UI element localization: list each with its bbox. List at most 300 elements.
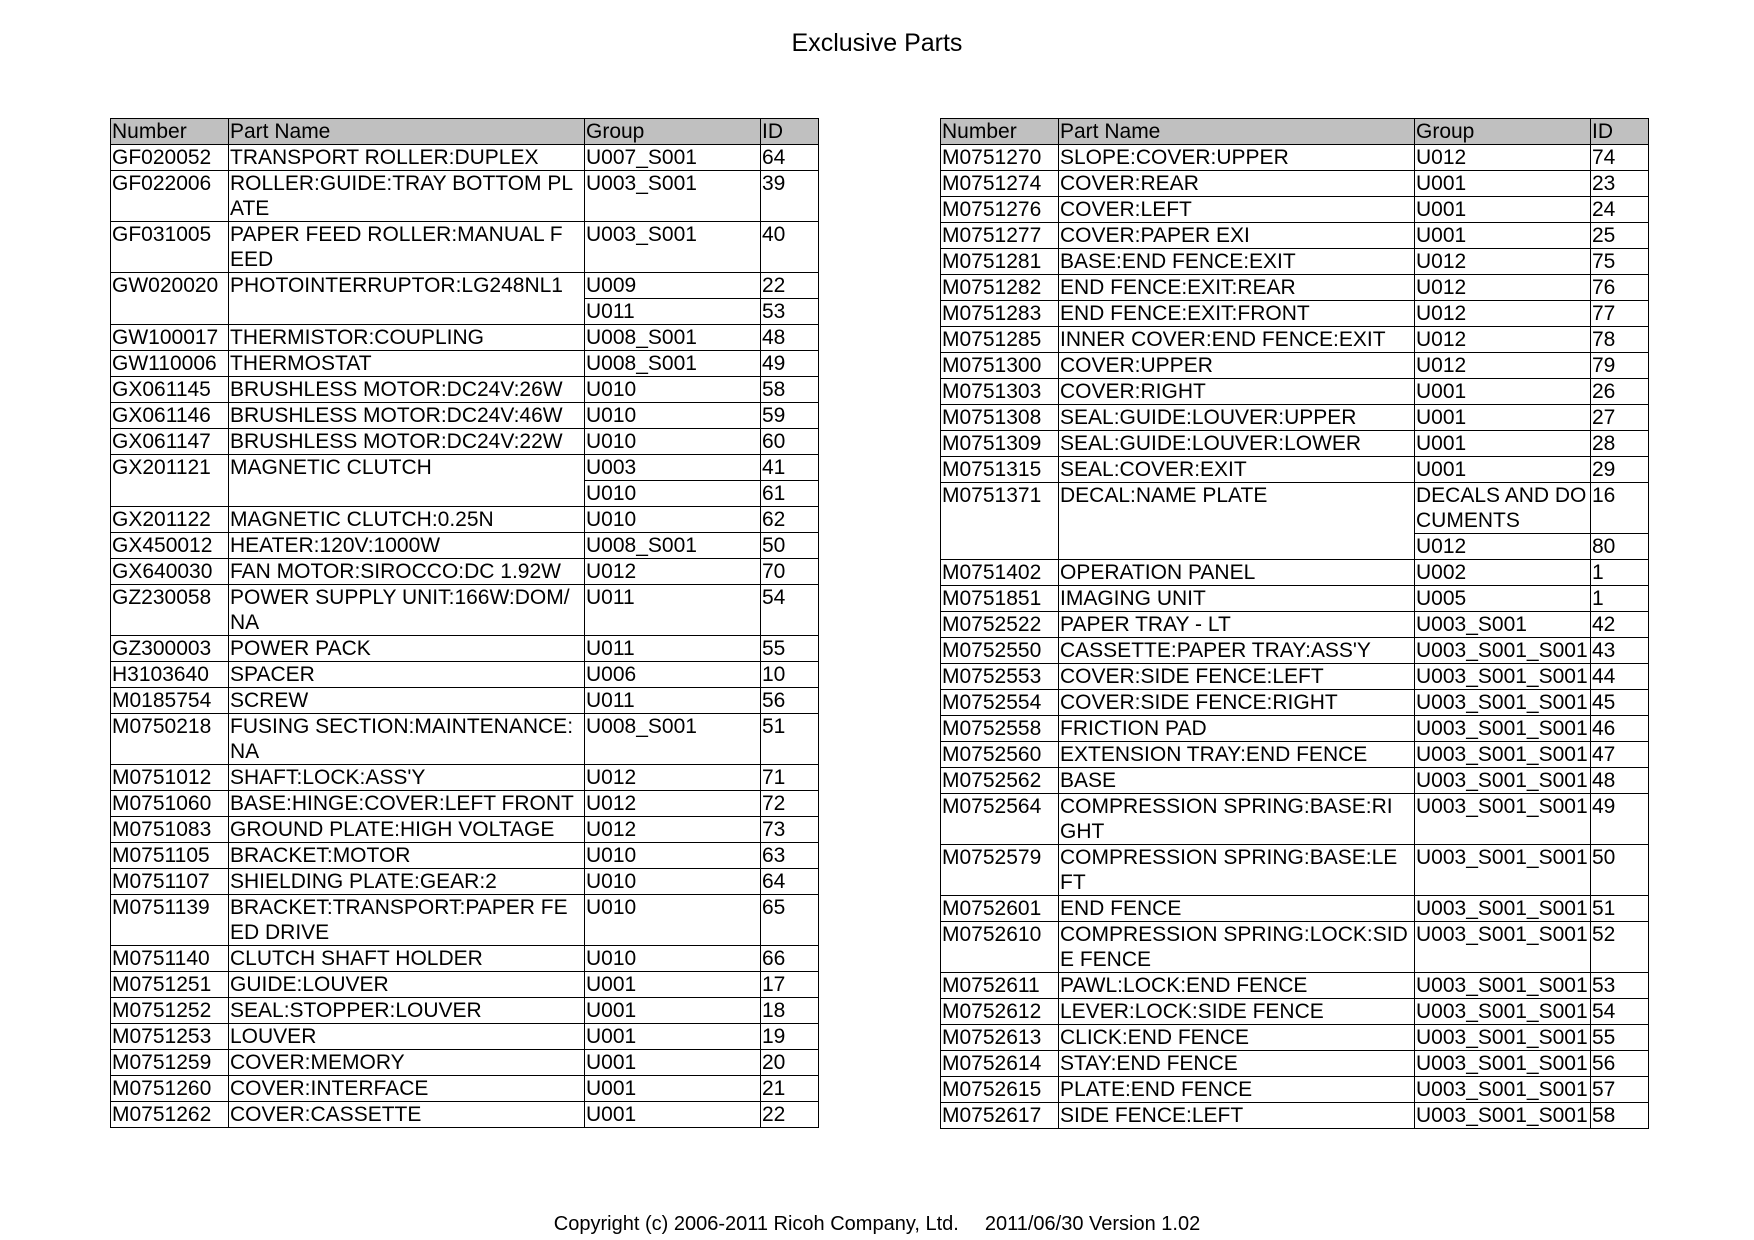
table-row bbox=[111, 1050, 819, 1076]
cell-id: 25 bbox=[1591, 223, 1649, 249]
cell-group: U010 bbox=[585, 507, 761, 533]
header-group: Group bbox=[1415, 119, 1591, 145]
header-group: Group bbox=[585, 119, 761, 145]
table-row bbox=[111, 585, 819, 636]
cell-part-name: TRANSPORT ROLLER:DUPLEX bbox=[229, 145, 585, 171]
cell-group: U003_S001 bbox=[1415, 612, 1591, 638]
cell-group: U003_S001_S001 bbox=[1415, 1025, 1591, 1051]
header-id: ID bbox=[761, 119, 819, 145]
cell-group: U011 bbox=[585, 636, 761, 662]
cell-group: U012 bbox=[1415, 327, 1591, 353]
cell-number: M0751283 bbox=[941, 301, 1059, 327]
cell-group: U008_S001 bbox=[585, 533, 761, 559]
cell-part-name: COVER:REAR bbox=[1059, 171, 1415, 197]
cell-id: 1 bbox=[1591, 586, 1649, 612]
cell-part-name: BASE:HINGE:COVER:LEFT FRONT bbox=[229, 791, 585, 817]
table-row bbox=[941, 560, 1649, 586]
cell-group: U010 bbox=[585, 481, 761, 507]
cell-part-name: INNER COVER:END FENCE:EXIT bbox=[1059, 327, 1415, 353]
cell-part-name: SEAL:GUIDE:LOUVER:UPPER bbox=[1059, 405, 1415, 431]
cell-number: M0751060 bbox=[111, 791, 229, 817]
cell-id: 26 bbox=[1591, 379, 1649, 405]
cell-group: U010 bbox=[585, 429, 761, 455]
cell-group: U001 bbox=[1415, 171, 1591, 197]
cell-part-name: THERMISTOR:COUPLING bbox=[229, 325, 585, 351]
table-row bbox=[941, 612, 1649, 638]
cell-id: 80 bbox=[1591, 534, 1649, 560]
cell-number: M0751371 bbox=[941, 483, 1059, 560]
cell-id: 79 bbox=[1591, 353, 1649, 379]
cell-group: U009 bbox=[585, 273, 761, 299]
table-row bbox=[111, 1102, 819, 1128]
table-row bbox=[111, 817, 819, 843]
cell-group: U006 bbox=[585, 662, 761, 688]
table-row bbox=[941, 1077, 1649, 1103]
cell-id: 55 bbox=[1591, 1025, 1649, 1051]
cell-group: U010 bbox=[585, 946, 761, 972]
cell-group: U011 bbox=[585, 299, 761, 325]
cell-group: U010 bbox=[585, 377, 761, 403]
cell-part-name: BASE:END FENCE:EXIT bbox=[1059, 249, 1415, 275]
cell-id: 57 bbox=[1591, 1077, 1649, 1103]
table-row bbox=[111, 273, 819, 299]
table-row bbox=[941, 638, 1649, 664]
cell-part-name: SEAL:GUIDE:LOUVER:LOWER bbox=[1059, 431, 1415, 457]
page-title: Exclusive Parts bbox=[791, 29, 963, 57]
table-row bbox=[941, 664, 1649, 690]
table-row bbox=[111, 145, 819, 171]
cell-group: U011 bbox=[585, 585, 761, 636]
cell-group: U012 bbox=[1415, 534, 1591, 560]
table-header-row bbox=[111, 119, 819, 145]
cell-id: 70 bbox=[761, 559, 819, 585]
cell-part-name: COVER:MEMORY bbox=[229, 1050, 585, 1076]
table-row bbox=[941, 223, 1649, 249]
cell-id: 56 bbox=[761, 688, 819, 714]
cell-id: 17 bbox=[761, 972, 819, 998]
cell-number: M0751281 bbox=[941, 249, 1059, 275]
cell-group: U003_S001_S001 bbox=[1415, 716, 1591, 742]
cell-id: 16 bbox=[1591, 483, 1649, 534]
cell-number: GF022006 bbox=[111, 171, 229, 222]
table-row bbox=[941, 301, 1649, 327]
cell-id: 50 bbox=[761, 533, 819, 559]
cell-id: 54 bbox=[1591, 999, 1649, 1025]
cell-part-name: DECAL:NAME PLATE bbox=[1059, 483, 1415, 560]
cell-id: 10 bbox=[761, 662, 819, 688]
table-row bbox=[111, 688, 819, 714]
cell-group: U010 bbox=[585, 895, 761, 946]
cell-number: M0751140 bbox=[111, 946, 229, 972]
cell-number: M0751303 bbox=[941, 379, 1059, 405]
cell-group: U001 bbox=[585, 998, 761, 1024]
cell-number: GW110006 bbox=[111, 351, 229, 377]
table-row bbox=[111, 1076, 819, 1102]
cell-group: U012 bbox=[1415, 275, 1591, 301]
cell-number: M0752522 bbox=[941, 612, 1059, 638]
table-header-row bbox=[941, 119, 1649, 145]
cell-number: M0751277 bbox=[941, 223, 1059, 249]
cell-group: U012 bbox=[585, 791, 761, 817]
cell-part-name: FUSING SECTION:MAINTENANCE: NA bbox=[229, 714, 585, 765]
table-row bbox=[941, 690, 1649, 716]
cell-number: M0752601 bbox=[941, 896, 1059, 922]
cell-part-name: PHOTOINTERRUPTOR:LG248NL1 bbox=[229, 273, 585, 325]
cell-number: M0751282 bbox=[941, 275, 1059, 301]
cell-id: 73 bbox=[761, 817, 819, 843]
cell-group: U002 bbox=[1415, 560, 1591, 586]
cell-id: 47 bbox=[1591, 742, 1649, 768]
parts-table-left bbox=[110, 118, 819, 1128]
cell-number: GX061146 bbox=[111, 403, 229, 429]
cell-part-name: POWER PACK bbox=[229, 636, 585, 662]
cell-id: 24 bbox=[1591, 197, 1649, 223]
cell-group: U003_S001_S001 bbox=[1415, 1051, 1591, 1077]
cell-part-name: LEVER:LOCK:SIDE FENCE bbox=[1059, 999, 1415, 1025]
cell-id: 46 bbox=[1591, 716, 1649, 742]
cell-number: GX450012 bbox=[111, 533, 229, 559]
cell-part-name: ROLLER:GUIDE:TRAY BOTTOM PL ATE bbox=[229, 171, 585, 222]
cell-number: M0751259 bbox=[111, 1050, 229, 1076]
cell-id: 29 bbox=[1591, 457, 1649, 483]
cell-group: U001 bbox=[1415, 197, 1591, 223]
cell-id: 64 bbox=[761, 145, 819, 171]
cell-number: M0751139 bbox=[111, 895, 229, 946]
cell-part-name: THERMOSTAT bbox=[229, 351, 585, 377]
cell-number: M0752610 bbox=[941, 922, 1059, 973]
header-id: ID bbox=[1591, 119, 1649, 145]
cell-id: 19 bbox=[761, 1024, 819, 1050]
table-row bbox=[111, 998, 819, 1024]
cell-id: 78 bbox=[1591, 327, 1649, 353]
cell-id: 54 bbox=[761, 585, 819, 636]
cell-id: 39 bbox=[761, 171, 819, 222]
cell-part-name: END FENCE bbox=[1059, 896, 1415, 922]
cell-number: M0751083 bbox=[111, 817, 229, 843]
cell-part-name: COMPRESSION SPRING:BASE:LE FT bbox=[1059, 845, 1415, 896]
copyright-text: Copyright (c) 2006-2011 Ricoh Company, Ltd. bbox=[553, 1213, 959, 1235]
cell-id: 51 bbox=[761, 714, 819, 765]
cell-part-name: COVER:RIGHT bbox=[1059, 379, 1415, 405]
cell-part-name: SHIELDING PLATE:GEAR:2 bbox=[229, 869, 585, 895]
cell-part-name: IMAGING UNIT bbox=[1059, 586, 1415, 612]
cell-part-name: BRACKET:MOTOR bbox=[229, 843, 585, 869]
cell-id: 72 bbox=[761, 791, 819, 817]
table-row bbox=[111, 559, 819, 585]
table-row bbox=[111, 533, 819, 559]
cell-group: U012 bbox=[1415, 145, 1591, 171]
cell-group: U003_S001_S001 bbox=[1415, 896, 1591, 922]
cell-part-name: MAGNETIC CLUTCH:0.25N bbox=[229, 507, 585, 533]
table-row bbox=[111, 662, 819, 688]
cell-number: M0752611 bbox=[941, 973, 1059, 999]
header-part-name: Part Name bbox=[229, 119, 585, 145]
cell-id: 48 bbox=[1591, 768, 1649, 794]
cell-part-name: CLUTCH SHAFT HOLDER bbox=[229, 946, 585, 972]
cell-id: 58 bbox=[761, 377, 819, 403]
table-row bbox=[111, 869, 819, 895]
table-row bbox=[941, 275, 1649, 301]
cell-number: GW020020 bbox=[111, 273, 229, 325]
cell-number: M0752579 bbox=[941, 845, 1059, 896]
cell-id: 77 bbox=[1591, 301, 1649, 327]
table-row bbox=[941, 197, 1649, 223]
cell-number: M0752553 bbox=[941, 664, 1059, 690]
cell-id: 71 bbox=[761, 765, 819, 791]
cell-part-name: COMPRESSION SPRING:BASE:RI GHT bbox=[1059, 794, 1415, 845]
cell-group: U003_S001_S001 bbox=[1415, 768, 1591, 794]
cell-part-name: BRUSHLESS MOTOR:DC24V:46W bbox=[229, 403, 585, 429]
cell-group: U008_S001 bbox=[585, 325, 761, 351]
cell-number: GX061145 bbox=[111, 377, 229, 403]
cell-id: 75 bbox=[1591, 249, 1649, 275]
cell-number: M0751300 bbox=[941, 353, 1059, 379]
cell-number: M0752562 bbox=[941, 768, 1059, 794]
cell-part-name: COVER:UPPER bbox=[1059, 353, 1415, 379]
version-text: 2011/06/30 Version 1.02 bbox=[984, 1213, 1201, 1235]
cell-group: U012 bbox=[1415, 353, 1591, 379]
cell-group: U012 bbox=[1415, 301, 1591, 327]
cell-number: GW100017 bbox=[111, 325, 229, 351]
cell-number: GX640030 bbox=[111, 559, 229, 585]
table-row bbox=[111, 171, 819, 222]
cell-number: M0751252 bbox=[111, 998, 229, 1024]
table-row bbox=[941, 1025, 1649, 1051]
table-row bbox=[111, 946, 819, 972]
cell-id: 22 bbox=[761, 273, 819, 299]
cell-id: 53 bbox=[1591, 973, 1649, 999]
table-row bbox=[111, 972, 819, 998]
cell-part-name: BRUSHLESS MOTOR:DC24V:26W bbox=[229, 377, 585, 403]
cell-id: 52 bbox=[1591, 922, 1649, 973]
cell-part-name: COMPRESSION SPRING:LOCK:SID E FENCE bbox=[1059, 922, 1415, 973]
cell-group: U003_S001_S001 bbox=[1415, 922, 1591, 973]
table-row bbox=[111, 403, 819, 429]
cell-id: 76 bbox=[1591, 275, 1649, 301]
cell-part-name: COVER:SIDE FENCE:LEFT bbox=[1059, 664, 1415, 690]
cell-id: 42 bbox=[1591, 612, 1649, 638]
cell-number: M0751315 bbox=[941, 457, 1059, 483]
cell-group: U001 bbox=[1415, 379, 1591, 405]
table-row bbox=[941, 1051, 1649, 1077]
cell-part-name: END FENCE:EXIT:FRONT bbox=[1059, 301, 1415, 327]
table-row bbox=[941, 896, 1649, 922]
table-row bbox=[111, 843, 819, 869]
cell-part-name: PAPER TRAY - LT bbox=[1059, 612, 1415, 638]
cell-id: 53 bbox=[761, 299, 819, 325]
table-row bbox=[111, 351, 819, 377]
cell-id: 74 bbox=[1591, 145, 1649, 171]
cell-part-name: SHAFT:LOCK:ASS'Y bbox=[229, 765, 585, 791]
cell-part-name: SLOPE:COVER:UPPER bbox=[1059, 145, 1415, 171]
cell-group: U003_S001_S001 bbox=[1415, 999, 1591, 1025]
cell-number: M0752613 bbox=[941, 1025, 1059, 1051]
table-row bbox=[111, 222, 819, 273]
cell-part-name: BASE bbox=[1059, 768, 1415, 794]
table-row bbox=[111, 791, 819, 817]
cell-number: M0752617 bbox=[941, 1103, 1059, 1129]
cell-group: U003_S001 bbox=[585, 171, 761, 222]
cell-id: 44 bbox=[1591, 664, 1649, 690]
cell-part-name: EXTENSION TRAY:END FENCE bbox=[1059, 742, 1415, 768]
table-row bbox=[111, 429, 819, 455]
cell-id: 56 bbox=[1591, 1051, 1649, 1077]
cell-number: M0751251 bbox=[111, 972, 229, 998]
cell-part-name: GUIDE:LOUVER bbox=[229, 972, 585, 998]
page-footer bbox=[0, 1212, 1754, 1236]
cell-part-name: END FENCE:EXIT:REAR bbox=[1059, 275, 1415, 301]
parts-table-right bbox=[940, 118, 1649, 1129]
cell-number: GF031005 bbox=[111, 222, 229, 273]
cell-id: 50 bbox=[1591, 845, 1649, 896]
cell-group: U003_S001_S001 bbox=[1415, 1077, 1591, 1103]
cell-id: 51 bbox=[1591, 896, 1649, 922]
table-row bbox=[941, 483, 1649, 534]
cell-number: M0751402 bbox=[941, 560, 1059, 586]
cell-number: M0751105 bbox=[111, 843, 229, 869]
cell-number: M0751285 bbox=[941, 327, 1059, 353]
cell-number: M0751012 bbox=[111, 765, 229, 791]
table-row bbox=[941, 794, 1649, 845]
cell-group: U001 bbox=[585, 1076, 761, 1102]
cell-group: U010 bbox=[585, 843, 761, 869]
cell-group: U008_S001 bbox=[585, 351, 761, 377]
cell-part-name: GROUND PLATE:HIGH VOLTAGE bbox=[229, 817, 585, 843]
table-body bbox=[111, 145, 819, 1128]
cell-group: U003_S001_S001 bbox=[1415, 1103, 1591, 1129]
table-body bbox=[941, 145, 1649, 1129]
cell-group: U012 bbox=[585, 559, 761, 585]
cell-number: M0751276 bbox=[941, 197, 1059, 223]
table-row bbox=[941, 973, 1649, 999]
header-part-name: Part Name bbox=[1059, 119, 1415, 145]
table-row bbox=[941, 742, 1649, 768]
table-row bbox=[941, 586, 1649, 612]
cell-id: 48 bbox=[761, 325, 819, 351]
cell-group: U012 bbox=[585, 817, 761, 843]
table-row bbox=[941, 431, 1649, 457]
cell-id: 60 bbox=[761, 429, 819, 455]
cell-id: 21 bbox=[761, 1076, 819, 1102]
cell-group: U003_S001_S001 bbox=[1415, 664, 1591, 690]
table-row bbox=[941, 768, 1649, 794]
table-row bbox=[941, 353, 1649, 379]
cell-group: U001 bbox=[585, 1024, 761, 1050]
cell-group: U001 bbox=[1415, 457, 1591, 483]
cell-part-name: COVER:LEFT bbox=[1059, 197, 1415, 223]
cell-number: M0751274 bbox=[941, 171, 1059, 197]
cell-number: GF020052 bbox=[111, 145, 229, 171]
cell-number: GX061147 bbox=[111, 429, 229, 455]
cell-id: 62 bbox=[761, 507, 819, 533]
cell-id: 63 bbox=[761, 843, 819, 869]
cell-part-name: HEATER:120V:1000W bbox=[229, 533, 585, 559]
cell-id: 49 bbox=[1591, 794, 1649, 845]
cell-number: M0752612 bbox=[941, 999, 1059, 1025]
cell-number: M0752550 bbox=[941, 638, 1059, 664]
cell-number: M0751260 bbox=[111, 1076, 229, 1102]
cell-group: U003 bbox=[585, 455, 761, 481]
cell-group: U012 bbox=[585, 765, 761, 791]
cell-number: M0751851 bbox=[941, 586, 1059, 612]
cell-number: M0752560 bbox=[941, 742, 1059, 768]
cell-number: M0752554 bbox=[941, 690, 1059, 716]
cell-id: 41 bbox=[761, 455, 819, 481]
cell-id: 61 bbox=[761, 481, 819, 507]
cell-id: 65 bbox=[761, 895, 819, 946]
table-row bbox=[111, 765, 819, 791]
cell-group: U001 bbox=[1415, 223, 1591, 249]
cell-part-name: COVER:PAPER EXI bbox=[1059, 223, 1415, 249]
cell-number: M0751270 bbox=[941, 145, 1059, 171]
cell-number: M0185754 bbox=[111, 688, 229, 714]
cell-group: U001 bbox=[585, 972, 761, 998]
table-row bbox=[941, 145, 1649, 171]
cell-number: M0751308 bbox=[941, 405, 1059, 431]
cell-number: GZ300003 bbox=[111, 636, 229, 662]
cell-id: 18 bbox=[761, 998, 819, 1024]
header-number: Number bbox=[941, 119, 1059, 145]
table-row bbox=[941, 405, 1649, 431]
cell-part-name: SPACER bbox=[229, 662, 585, 688]
cell-part-name: SEAL:STOPPER:LOUVER bbox=[229, 998, 585, 1024]
cell-group: DECALS AND DO CUMENTS bbox=[1415, 483, 1591, 534]
cell-group: U003_S001 bbox=[585, 222, 761, 273]
table-row bbox=[941, 171, 1649, 197]
cell-group: U008_S001 bbox=[585, 714, 761, 765]
cell-group: U001 bbox=[585, 1050, 761, 1076]
cell-part-name: BRUSHLESS MOTOR:DC24V:22W bbox=[229, 429, 585, 455]
cell-group: U003_S001_S001 bbox=[1415, 638, 1591, 664]
table-row bbox=[111, 1024, 819, 1050]
cell-number: M0752615 bbox=[941, 1077, 1059, 1103]
cell-group: U001 bbox=[1415, 405, 1591, 431]
cell-group: U001 bbox=[585, 1102, 761, 1128]
cell-part-name: COVER:INTERFACE bbox=[229, 1076, 585, 1102]
cell-id: 43 bbox=[1591, 638, 1649, 664]
cell-group: U011 bbox=[585, 688, 761, 714]
table-row bbox=[941, 249, 1649, 275]
table-row bbox=[111, 636, 819, 662]
table-row bbox=[111, 714, 819, 765]
table-row bbox=[941, 379, 1649, 405]
header-number: Number bbox=[111, 119, 229, 145]
cell-group: U003_S001_S001 bbox=[1415, 742, 1591, 768]
cell-id: 64 bbox=[761, 869, 819, 895]
cell-group: U003_S001_S001 bbox=[1415, 690, 1591, 716]
cell-part-name: FRICTION PAD bbox=[1059, 716, 1415, 742]
cell-id: 59 bbox=[761, 403, 819, 429]
table-row bbox=[941, 845, 1649, 896]
cell-id: 40 bbox=[761, 222, 819, 273]
table-row bbox=[111, 325, 819, 351]
cell-part-name: BRACKET:TRANSPORT:PAPER FE ED DRIVE bbox=[229, 895, 585, 946]
table-row bbox=[941, 999, 1649, 1025]
cell-part-name: STAY:END FENCE bbox=[1059, 1051, 1415, 1077]
cell-number: GX201121 bbox=[111, 455, 229, 507]
cell-group: U007_S001 bbox=[585, 145, 761, 171]
cell-id: 20 bbox=[761, 1050, 819, 1076]
table-row bbox=[111, 895, 819, 946]
table-row bbox=[941, 327, 1649, 353]
table-row bbox=[111, 507, 819, 533]
cell-id: 1 bbox=[1591, 560, 1649, 586]
cell-number: M0752564 bbox=[941, 794, 1059, 845]
cell-number: M0751309 bbox=[941, 431, 1059, 457]
cell-number: M0752558 bbox=[941, 716, 1059, 742]
cell-id: 66 bbox=[761, 946, 819, 972]
cell-group: U010 bbox=[585, 869, 761, 895]
